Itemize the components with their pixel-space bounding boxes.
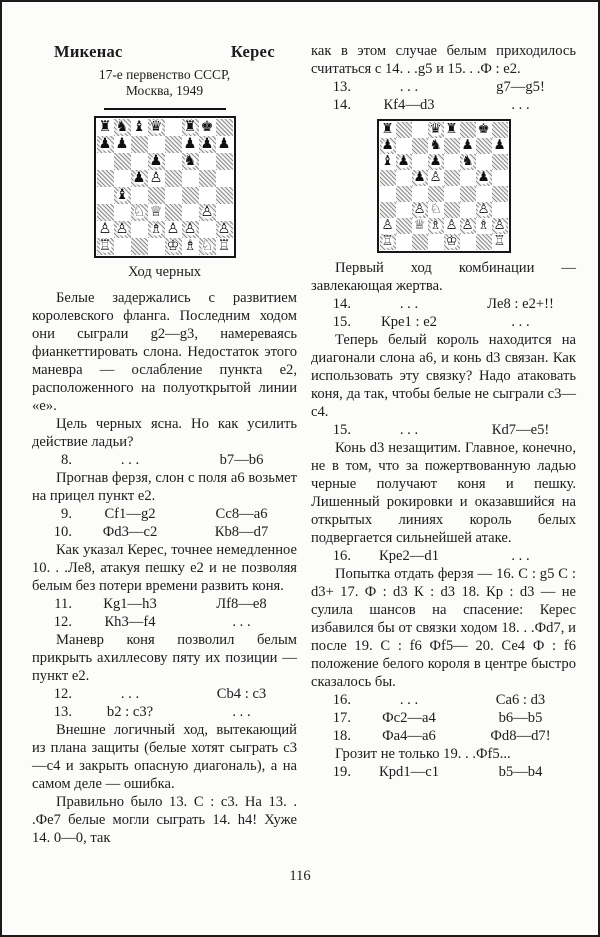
board-square	[380, 170, 396, 186]
board-square	[476, 154, 492, 170]
black-queen-icon: ♛	[429, 122, 442, 138]
move-black: b6—b5	[498, 710, 543, 726]
move-num: 13.	[53, 704, 72, 720]
black-pawn-icon: ♟	[397, 154, 410, 170]
board-square	[492, 170, 508, 186]
move-row	[32, 685, 297, 703]
white-bishop-icon: ♗	[183, 238, 197, 255]
move-black: g7—g5!	[496, 79, 545, 95]
board-square	[492, 234, 508, 250]
move-row	[32, 613, 297, 631]
board-square	[148, 204, 165, 221]
board-square	[114, 204, 131, 221]
white-bishop-icon: ♗	[149, 221, 163, 238]
move-row	[311, 709, 576, 727]
move-row	[311, 295, 576, 313]
black-pawn-icon: ♟	[217, 136, 231, 153]
board-square	[412, 138, 428, 154]
board-square	[444, 234, 460, 250]
board-square	[165, 119, 182, 136]
black-pawn-icon: ♟	[98, 136, 112, 153]
board-square	[199, 170, 216, 187]
board-square	[412, 234, 428, 250]
black-pawn-icon: ♟	[381, 138, 394, 154]
white-knight-icon: ♘	[429, 202, 442, 218]
board-square	[380, 202, 396, 218]
paragraph: Белые задержались с развитием королевского фланга. Последним ходом они сыграли g2—g3, намереваясь фианкеттировать слона. Недостаток этого маневра — ослабление пункта е2, расположенного на полуоткрытой линии «е».	[32, 290, 297, 414]
black-rook-icon: ♜	[381, 122, 394, 138]
white-pawn-icon: ♙	[98, 221, 112, 238]
board-square	[476, 138, 492, 154]
board-square	[97, 238, 114, 255]
move-white: Сf1—g2	[104, 506, 156, 522]
board-square	[131, 187, 148, 204]
board-square	[216, 153, 233, 170]
board-square	[412, 154, 428, 170]
move-num: 8.	[61, 452, 72, 468]
board-square	[148, 170, 165, 187]
board-square	[380, 234, 396, 250]
board-square	[380, 218, 396, 234]
board-square	[396, 138, 412, 154]
move-black: Ле8 : е2+!!	[487, 296, 554, 312]
board-square	[412, 186, 428, 202]
board-square	[182, 221, 199, 238]
board-square	[97, 187, 114, 204]
board-square	[396, 170, 412, 186]
move-white: . . .	[399, 422, 419, 438]
board-square	[216, 170, 233, 187]
board-square	[216, 238, 233, 255]
move-black: Лf8—е8	[216, 596, 267, 612]
move-white: Кf4—d3	[383, 97, 435, 113]
right-column-text-top	[311, 42, 576, 114]
board-square	[476, 186, 492, 202]
board-square	[460, 154, 476, 170]
board-square	[114, 119, 131, 136]
move-black: . . .	[511, 97, 530, 113]
white-pawn-icon: ♙	[183, 221, 197, 238]
move-num: 14.	[332, 97, 351, 113]
white-pawn-icon: ♙	[115, 221, 129, 238]
board-square	[444, 202, 460, 218]
board-square	[428, 170, 444, 186]
move-num: 12.	[53, 614, 72, 630]
board-square	[148, 187, 165, 204]
chess-diagram-1	[94, 116, 236, 258]
move-row	[311, 313, 576, 331]
board-square	[131, 238, 148, 255]
white-pawn-icon: ♙	[461, 218, 474, 234]
board-square	[492, 122, 508, 138]
board-square	[165, 221, 182, 238]
divider-rule	[104, 108, 226, 110]
board-square	[444, 218, 460, 234]
board-square	[216, 119, 233, 136]
right-column	[311, 42, 576, 847]
black-bishop-icon: ♝	[381, 154, 394, 170]
white-rook-icon: ♖	[381, 234, 394, 250]
board-square	[444, 186, 460, 202]
move-white: Фа4—а6	[382, 728, 436, 744]
move-black: Сс8—а6	[215, 506, 268, 522]
black-pawn-icon: ♟	[461, 138, 474, 154]
move-white: Крd1—с1	[379, 764, 439, 780]
move-row	[311, 763, 576, 781]
chess-board-2	[380, 122, 508, 250]
black-rook-icon: ♜	[445, 122, 458, 138]
white-pawn-icon: ♙	[445, 218, 458, 234]
board-square	[165, 170, 182, 187]
board-square	[182, 187, 199, 204]
black-king-icon: ♚	[200, 119, 214, 136]
black-knight-icon: ♞	[461, 154, 474, 170]
board-square	[97, 170, 114, 187]
white-pawn-icon: ♙	[413, 202, 426, 218]
board-square	[165, 238, 182, 255]
board-square	[492, 186, 508, 202]
board-square	[428, 202, 444, 218]
board-square	[396, 234, 412, 250]
board-square	[412, 170, 428, 186]
paragraph: Правильно было 13. С : с3. На 13. . .Фе7 белые могли сыграть 14. h4! Хуже 14. 0—0, так	[32, 794, 297, 846]
board-square	[199, 119, 216, 136]
game-header	[32, 42, 297, 62]
board-square	[131, 204, 148, 221]
move-black: Кd7—е5!	[491, 422, 550, 438]
white-king-icon: ♔	[166, 238, 180, 255]
board-square	[131, 119, 148, 136]
white-rook-icon: ♖	[217, 238, 231, 255]
paragraph: Цель черных ясна. Но как усилить действие ладьи?	[32, 416, 297, 450]
board-square	[97, 119, 114, 136]
diagram-1-caption: Ход черных	[127, 264, 202, 280]
move-black: . . .	[232, 614, 251, 630]
move-num: 18.	[332, 728, 351, 744]
board-square	[199, 238, 216, 255]
move-num: 12.	[53, 686, 72, 702]
board-square	[131, 221, 148, 238]
paragraph: Грозит не только 19. . .Фf5...	[335, 746, 511, 762]
event-line-1: 17-е первенство СССР,	[98, 67, 231, 82]
move-black: Кb8—d7	[214, 524, 269, 540]
move-num: 19.	[332, 764, 351, 780]
board-square	[396, 218, 412, 234]
board-square	[428, 186, 444, 202]
board-square	[412, 202, 428, 218]
board-square	[199, 221, 216, 238]
black-knight-icon: ♞	[183, 153, 197, 170]
move-black: Сb4 : с3	[216, 686, 267, 702]
board-square	[199, 204, 216, 221]
black-queen-icon: ♛	[149, 119, 163, 136]
board-square	[460, 170, 476, 186]
black-player-name: Керес	[230, 42, 275, 61]
board-square	[97, 136, 114, 153]
black-rook-icon: ♜	[183, 119, 197, 136]
board-square	[114, 238, 131, 255]
move-row	[311, 421, 576, 439]
move-white: Фс2—а4	[382, 710, 436, 726]
move-white: Кре2—d1	[379, 548, 439, 564]
move-white: Фd3—с2	[102, 524, 158, 540]
left-column-text	[32, 289, 297, 847]
black-knight-icon: ♞	[429, 138, 442, 154]
white-pawn-icon: ♙	[217, 221, 231, 238]
white-king-icon: ♔	[445, 234, 458, 250]
board-square	[444, 170, 460, 186]
board-square	[460, 234, 476, 250]
board-square	[199, 136, 216, 153]
left-column	[32, 42, 297, 847]
board-square	[380, 138, 396, 154]
board-square	[216, 187, 233, 204]
black-pawn-icon: ♟	[115, 136, 129, 153]
paragraph: Как указал Керес, точнее немедленное 10. . .Ле8, атакуя пешку е2 и не позволяя белым без потери времени развить коня.	[32, 542, 297, 594]
board-square	[199, 153, 216, 170]
board-square	[428, 138, 444, 154]
move-row	[32, 703, 297, 721]
right-column-text-bottom	[311, 259, 576, 781]
board-square	[428, 154, 444, 170]
move-white: . . .	[399, 296, 419, 312]
white-bishop-icon: ♗	[429, 218, 442, 234]
board-square	[380, 186, 396, 202]
board-square	[114, 221, 131, 238]
move-white: . . .	[120, 452, 140, 468]
board-square	[148, 221, 165, 238]
board-square	[148, 153, 165, 170]
move-white: . . .	[399, 692, 419, 708]
event-title	[32, 67, 297, 99]
board-square	[182, 204, 199, 221]
move-white: . . .	[399, 79, 419, 95]
board-square	[380, 154, 396, 170]
board-square	[165, 136, 182, 153]
board-square	[182, 136, 199, 153]
black-pawn-icon: ♟	[132, 170, 146, 187]
board-square	[460, 186, 476, 202]
move-white: Кg1—h3	[103, 596, 157, 612]
board-square	[216, 204, 233, 221]
two-column-layout	[2, 2, 598, 847]
paragraph: Конь d3 незащитим. Главное, конечно, не в том, что за пожертвованную ладью черные получают коня и пешку. Лишенный рокировки и оказавшийся на открытых линиях король белых подвергается сильнейшей атаке.	[311, 440, 576, 546]
move-num: 14.	[332, 296, 351, 312]
paragraph: Первый ход комбинации — завлекающая жертва.	[311, 260, 576, 294]
white-queen-icon: ♕	[413, 218, 426, 234]
board-square	[97, 153, 114, 170]
move-black: . . .	[511, 314, 530, 330]
board-square	[396, 202, 412, 218]
board-square	[199, 187, 216, 204]
white-player-name: Микенас	[54, 42, 123, 61]
board-square	[412, 218, 428, 234]
move-white: . . .	[120, 686, 140, 702]
black-pawn-icon: ♟	[429, 154, 442, 170]
move-row	[311, 727, 576, 745]
board-square	[476, 122, 492, 138]
white-rook-icon: ♖	[98, 238, 112, 255]
board-square	[165, 187, 182, 204]
move-row	[311, 691, 576, 709]
move-num: 16.	[332, 548, 351, 564]
black-pawn-icon: ♟	[149, 153, 163, 170]
chess-board-1	[97, 119, 233, 255]
move-white: b2 : с3?	[106, 704, 154, 720]
board-square	[492, 218, 508, 234]
move-row	[311, 547, 576, 565]
paragraph: Внешне логичный ход, вытекающий из плана защиты (белые хотят сыграть с3—с4 и закрыть опасную диагональ), а на самом деле — ошибка.	[32, 722, 297, 792]
event-line-2: Москва, 1949	[125, 83, 204, 98]
board-square	[396, 122, 412, 138]
white-bishop-icon: ♗	[477, 218, 490, 234]
board-square	[428, 218, 444, 234]
move-black: . . .	[232, 704, 251, 720]
move-row	[32, 523, 297, 541]
move-black: Са6 : d3	[495, 692, 546, 708]
board-square	[428, 234, 444, 250]
move-white: Кре1 : е2	[381, 314, 437, 330]
black-rook-icon: ♜	[98, 119, 112, 136]
white-pawn-icon: ♙	[477, 202, 490, 218]
black-pawn-icon: ♟	[183, 136, 197, 153]
move-num: 11.	[54, 596, 72, 612]
black-pawn-icon: ♟	[477, 170, 490, 186]
board-square	[114, 136, 131, 153]
board-square	[476, 218, 492, 234]
move-black: b5—b4	[498, 764, 543, 780]
board-square	[165, 153, 182, 170]
move-num: 15.	[332, 422, 351, 438]
board-square	[380, 122, 396, 138]
paragraph: как в этом случае белым приходилось считаться с 14. . .g5 и 15. . .Ф : е2.	[311, 43, 576, 77]
move-row	[311, 96, 576, 114]
paragraph: Маневр коня позволил белым прикрыть ахиллесову пяту их позиции — пункт е2.	[32, 632, 297, 684]
white-pawn-icon: ♙	[166, 221, 180, 238]
board-square	[460, 218, 476, 234]
board-square	[131, 170, 148, 187]
board-square	[460, 138, 476, 154]
black-pawn-icon: ♟	[200, 136, 214, 153]
board-square	[114, 153, 131, 170]
paragraph: Прогнав ферзя, слон с поля а6 возьмет на прицел пункт е2.	[32, 470, 297, 504]
white-pawn-icon: ♙	[381, 218, 394, 234]
board-square	[492, 138, 508, 154]
white-rook-icon: ♖	[493, 234, 506, 250]
move-row	[32, 595, 297, 613]
board-square	[476, 202, 492, 218]
board-square	[182, 119, 199, 136]
white-pawn-icon: ♙	[493, 218, 506, 234]
white-pawn-icon: ♙	[200, 204, 214, 221]
move-row	[311, 78, 576, 96]
white-pawn-icon: ♙	[429, 170, 442, 186]
page-number: 116	[289, 868, 311, 884]
board-square	[97, 204, 114, 221]
board-square	[216, 136, 233, 153]
white-knight-icon: ♘	[132, 204, 146, 221]
board-square	[444, 154, 460, 170]
board-square	[131, 153, 148, 170]
move-black: b7—b6	[219, 452, 264, 468]
board-square	[492, 154, 508, 170]
black-king-icon: ♚	[477, 122, 490, 138]
black-knight-icon: ♞	[115, 119, 129, 136]
board-square	[148, 238, 165, 255]
move-num: 15.	[332, 314, 351, 330]
board-square	[114, 187, 131, 204]
black-bishop-icon: ♝	[132, 119, 146, 136]
paragraph: Теперь белый король находится на диагонали слона а6, и конь d3 связан. Как использовать эту связку? Надо атаковать коня, да так, чтобы белые не сыграли с3—с4.	[311, 332, 576, 420]
move-num: 16.	[332, 692, 351, 708]
move-row	[32, 451, 297, 469]
chess-diagram-2	[377, 119, 511, 253]
move-num: 13.	[332, 79, 351, 95]
board-square	[165, 204, 182, 221]
white-queen-icon: ♕	[149, 204, 163, 221]
white-knight-icon: ♘	[200, 238, 214, 255]
board-square	[444, 122, 460, 138]
board-square	[97, 221, 114, 238]
board-square	[396, 154, 412, 170]
paragraph: Попытка отдать ферзя — 16. С : g5 С : d3+ 17. Ф : d3 К : d3 18. Кр : d3 — не сулила шансов на спасение: Керес избавился бы от связки ходом 18. . .Фd7, и после 19. С : f6 Фf5— 20. Се4 Ф : f6 положение белого короля в центре быстро сказалось бы.	[311, 566, 576, 690]
board-square	[131, 136, 148, 153]
board-square	[460, 202, 476, 218]
board-square	[114, 170, 131, 187]
diagram-2-wrapper	[311, 119, 576, 253]
black-pawn-icon: ♟	[413, 170, 426, 186]
board-square	[182, 238, 199, 255]
board-square	[428, 122, 444, 138]
move-num: 10.	[53, 524, 72, 540]
white-pawn-icon: ♙	[149, 170, 163, 187]
board-square	[476, 234, 492, 250]
black-bishop-icon: ♝	[115, 187, 129, 204]
move-num: 9.	[61, 506, 72, 522]
board-square	[460, 122, 476, 138]
move-num: 17.	[332, 710, 351, 726]
board-square	[148, 136, 165, 153]
board-square	[412, 122, 428, 138]
move-white: Кh3—f4	[104, 614, 156, 630]
board-square	[148, 119, 165, 136]
board-square	[476, 170, 492, 186]
move-black: Фd8—d7!	[490, 728, 551, 744]
board-square	[492, 202, 508, 218]
move-row	[32, 505, 297, 523]
board-square	[182, 153, 199, 170]
board-square	[396, 186, 412, 202]
board-square	[216, 221, 233, 238]
black-pawn-icon: ♟	[493, 138, 506, 154]
board-square	[444, 138, 460, 154]
board-square	[182, 170, 199, 187]
move-black: . . .	[511, 548, 530, 564]
